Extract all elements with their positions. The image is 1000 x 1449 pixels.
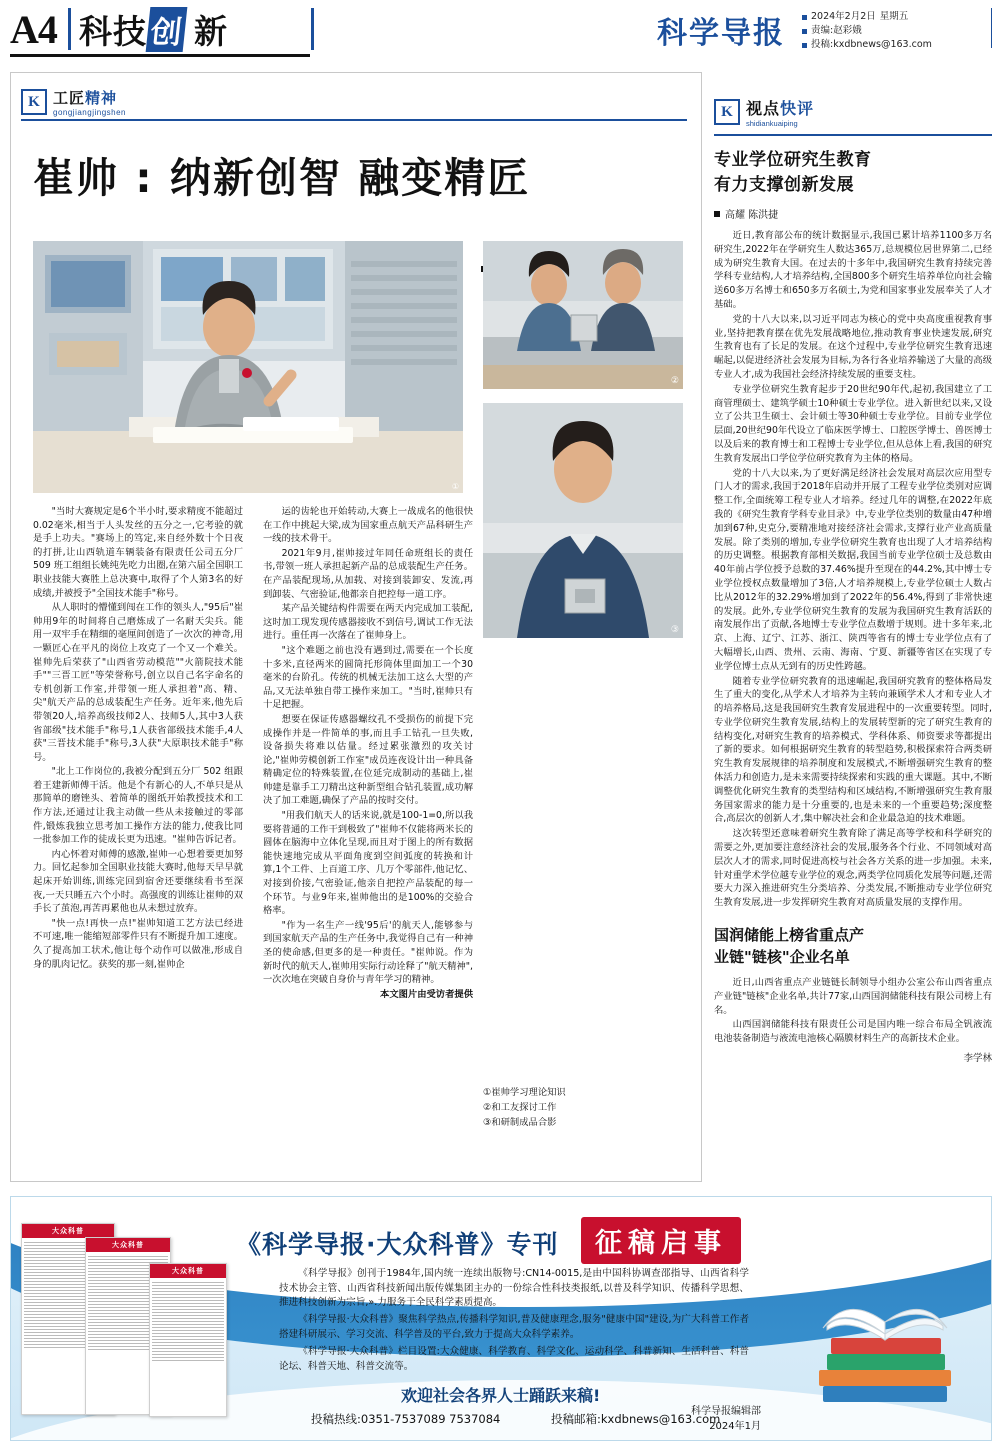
paragraph: "这个难题之前也没有遇到过,需要在一个长度十多米,直径两米的圆筒托形筒体里面加工一个30毫米的台阶孔。传统的机械无法加工这么大型的产品,又无法单独自带工操作来加工。"当时,崔帅只有十足把握。 — [263, 644, 473, 711]
right-column — [714, 96, 992, 1064]
paragraph: 随着专业学位研究教育的迅速崛起,我国研究教育的整体格局发生了重大的变化,从学术人才培养为主转向兼顾学术人才和专业人才的培养格局,这是我国研究生教育发展进程中的一次重要转型。同时,专业学位研究生教育发展,结构上的发展转型新的完了研究生教育的结构变化,对研究生教育的培养模式、学科体系、师资要求等都提出了新的要求。如何根据研究生教育的转型趋势,积极探索符合两类研究生教育发展规律的培养制度和发展模式,不断增强研究生教育的整体活力和创造力,是未来需要持续探索和实践的重大课题。其中,不断调整优化研究生教育的类型结构和区域结构,不断增强研究生教育服务国家需求的能力是十分重要的,也是未来的一个重要趋势;深度整合,高层次的创新人才,集中解决社会和企业最急迫的技术难题。 — [714, 675, 992, 825]
photo-caption-2: ②和工友探讨工作 — [483, 1102, 557, 1113]
newspaper-thumb-title: 大众科普 — [22, 1224, 114, 1238]
bullet-square-icon — [714, 211, 720, 217]
paragraph: 某产品关键结构件需要在两天内完成加工装配,这时加工现发现传感器接收不到信号,调试工作无法进行。重任再一次落在了崔帅身上。 — [263, 603, 473, 642]
right-article-title — [714, 148, 992, 198]
paragraph: 党的十八大以来,以习近平同志为核心的党中央高度重视教育事业,坚持把教育摆在优先发展战略地位,推动教育事业快速发展,研究生教育也有了长足的发展。在这个过程中,专业学位研究生教育迅速崛起,以促进经济社会发展为目标,为各行各业培养输送了大量的高级专业人才,成为我国社会经济持续发展的重要支柱。 — [714, 313, 992, 380]
paragraph: 想要在保证传感器螺纹孔不受损伤的前提下完成操作并是一件简单的事,而且手工钻孔一旦失败,设备损失将难以估量。经过累张激烈的攻关讨论,"崔帅劳模创新工作室"成员连夜设计出一种具备精确定位的特殊装置,在位延完成制动的基础上,崔帅建是靠手工刀精出这种新型组合钻孔装置,成功解决了加工难题,确保了产品的按时交付。 — [263, 713, 473, 807]
viewpoint-title-part2: 快评 — [780, 99, 815, 118]
paragraph: "当时大赛规定是6个半小时,要求精度不能超过0.02毫米,相当于人头发丝的五分之一,它考验的就是手上功夫。"赛场上的笃定,来自经外数十个日夜的打拼,让山西轨道车辆装备有限责任公司五分厂 509 班工组组长姚纯先吃力出圈,在第六届全国职工职业技能大赛胜上总决赛中,取得了个人第3名的好成绩,并被授予"全国技术能手"称号。 — [33, 506, 243, 599]
craftsman-column-title-part1: 工匠 — [53, 89, 86, 107]
viewpoint-column-pinyin: shidiankuaiping — [746, 119, 798, 128]
photo-2-graphic — [483, 241, 683, 389]
craftsman-column-header — [21, 87, 126, 117]
newspaper-thumb-3 — [149, 1263, 227, 1417]
photo-3-number: ③ — [670, 624, 679, 634]
k-logo-icon: K — [21, 89, 47, 115]
paragraph: 从人职时的懵懂到闯在工作的领头人,"95后"崔帅用9年的时间将自己磨炼成了一名耐天尖兵。能用一双牢手在精细的毫厘间创造了一次次的神奇,用一颗匠心在平凡的岗位上攻克了一个又一个难关。崔帅先后荣获了"山西省劳动模范""火箭院技术能手""三晋工匠"等荣誉称号,创立以自己名字命名的专机创新工作室,并带领一班人承担着"高、精、尖"航天产品的总成装配生产任务。近年来,他先后带领20人,培养高级技师2人、技师5人,其中3人获省部级"技术能手"称号,1人获省部级技术能手,4人获"三晋技术能手"称号,3人获"大原职技术能手"称号。 — [33, 602, 243, 763]
paragraph: "用我们航天人的话来说,就是100-1=0,所以我要将普通的工作干到极致了"崔帅不仅能将两米长的圆体在脑海中立体化呈现,而且对于图上的所有数据能快速地完成从平面角度到空间弧度的转换和计算,1个工件、上百道工序、几万个零部件,他记忆、对接到价接,气密验证,他亲自把控产品装配的每一个环节。与业9年来,崔帅他出的是100%的交验合格率。 — [263, 810, 473, 917]
right-article2-body — [714, 976, 992, 1046]
section-title — [68, 8, 314, 50]
ad-signature-line2: 2024年1月 — [709, 1421, 761, 1432]
right-article-title-line2: 有力支撑创新发展 — [714, 175, 854, 195]
ad-hotline: 投稿热线:0351-7537089 7537084 — [311, 1412, 501, 1426]
craftsman-column-title — [53, 87, 126, 108]
craftsman-column-title-part2: 精神 — [85, 89, 118, 107]
section-title-left: 科技 — [79, 11, 147, 51]
article-photo-2 — [483, 241, 683, 389]
right-article2-sign: 李学林 — [963, 1053, 992, 1065]
viewpoint-column-header — [714, 96, 992, 128]
article-headline: 崔帅 : 纳新创智 融变精匠 — [33, 154, 531, 202]
article-body-column-1 — [33, 505, 243, 1165]
photo-caption-3: ③和研制成品合影 — [483, 1117, 557, 1128]
ad-signature — [691, 1404, 761, 1434]
photo-caption-list — [483, 1085, 683, 1130]
masthead-info — [802, 10, 992, 52]
paragraph: "北上工作岗位的,我被分配到五分厂 502 组跟着王建新师傅干活。他是个有新心的人,不单只是从那简单的磨锉头、着简单的图纸开始教授技术和工作方法,还通过让我主动做一些从未接触过的零部件,锻炼我独立思考加工操作方法的能力,使我比同一批参加工作的徒成长更为迅速。"崔帅告诉记者。 — [33, 766, 243, 846]
article-main-photo — [33, 241, 463, 493]
main-photo-number: ① — [451, 482, 459, 491]
ad-title: 《科学导报·大众科普》专刊 — [236, 1230, 559, 1259]
k-logo-icon: K — [714, 99, 740, 125]
ad-email: 投稿邮箱:kxdbnews@163.com — [551, 1412, 721, 1426]
right-article-author — [714, 206, 992, 221]
paragraph: 山西国润储能科技有限责任公司是国内唯一综合布局全钒液流电池装备制造与液流电池核心隔膜材料生产的高新技术企业。 — [714, 1019, 992, 1045]
photo-3-graphic — [483, 403, 683, 638]
paragraph: 近日,山西省重点产业链链长制领导小组办公室公布山西省重点产业链"链核"企业名单,共计77家,山西国润储能科技有限公司榜上有名。 — [714, 977, 992, 1016]
paragraph: "作为一名生产一线'95后'的航天人,能够参与到国家航天产品的生产任务中,我觉得自己有一种神圣的使命感,但更多的是一种责任。"崔帅说。作为新时代的航天人,崔帅用实际行动诠释了"航天精神",一次次地在突破自身价与青年学习的精神。 — [263, 919, 473, 986]
bullet-square-icon — [802, 43, 807, 48]
section-title-right: 新 — [194, 11, 228, 51]
newspaper-thumb-title: 大众科普 — [150, 1264, 226, 1278]
ad-welcome-line: 欢迎社会各界人士踊跃来稿! — [401, 1386, 601, 1405]
main-photo-graphic — [33, 241, 463, 493]
paragraph: 内心怀着对师傅的感激,崔帅一心想着要更加努力。回忆起参加全国职业技能大赛时,他每天早早就起床开始训练,训练完回到宿舍还要继续看书至深夜,一天只睡五六个小时。高强度的训练让崔帅的双手长了茧泡,再苦再累他也从未想过放弃。 — [33, 848, 243, 915]
bullet-square-icon — [802, 15, 807, 20]
right-article-body — [714, 229, 992, 910]
editor-line: 责编:赵彩娥 — [811, 25, 862, 36]
issue-date: 2024年2月2日 — [811, 11, 876, 22]
newspaper-thumb-lines — [150, 1278, 226, 1365]
ad-paragraph-2: 《科学导报·大众科普》聚焦科学热点,传播科学知识,普及健康理念,服务"健康中国"建设,为广大科普工作者搭建科研展示、学习交流、科学普及的平台,致力于提高大众科学素养。 — [279, 1314, 749, 1340]
right-article2-title-line2: 业链"链核"企业名单 — [714, 948, 850, 967]
photo-credit: 本文图片由受访者提供 — [380, 988, 473, 1000]
paragraph: 运的齿轮也开始转动,大赛上一战成名的他很快在工作中挑起大梁,成为国家重点航天产品科研生产一线的技术骨干。 — [263, 506, 473, 545]
page-number: A4 — [10, 7, 57, 52]
advertisement-block — [10, 1196, 992, 1441]
right-article2-title-line1: 国润储能上榜省重点产 — [714, 926, 865, 945]
paragraph: 2021年9月,崔帅接过年同任命班组长的责任书,带领一班人承担起新产品的总成装配生产任务。在产品装配现场,从加载、对接到装卸安、发流,再到卸装、气密验证,他都亲自把控每一道工序。 — [263, 547, 473, 600]
photo-2-number: ② — [670, 375, 679, 385]
section-title-box: 创 — [146, 7, 188, 52]
article-photo-3 — [483, 403, 683, 638]
right-article-author-text: 高耀 陈洪捷 — [725, 210, 779, 221]
masthead — [0, 0, 1000, 60]
issue-weekday: 星期五 — [879, 11, 909, 22]
viewpoint-column-title — [746, 96, 814, 119]
paragraph: 专业学位研究生教育起步于20世纪90年代,起初,我国建立了工商管理硕士、建筑学硕士10种硕士专业学位。进入新世纪以来,又设立了公共卫生硕士、会计硕士等30种硕士专业学位。目前专业学位层面,20世纪90年代设立了临床医学博士、口腔医学博士、兽医博士以及后来的教育博士和工程博士专业学位,但从总体上看,我国的研究生教育发展出口学位学位研究教育为主体的格局。 — [714, 383, 992, 464]
bullet-square-icon — [802, 29, 807, 34]
masthead-divider — [10, 54, 310, 57]
paragraph: 党的十八大以来,为了更好满足经济社会发展对高层次应用型专门人才的需求,我国于2018年启动并开展了工程专业学位类别对应调整工作,全面统筹工程专业人才培养。经过几年的调整,在2022年底我的《研究生教育学科专业目录》中,专业学位类别的数量由47种增加到67种,史克分,要精准地对接经济社会需求,支撑行业产业高质量发展。除了类别的增加,专业学位研究生教育也出现了人才培养结构的历史调整。根据教育部相关数据,我国当前专业学位硕士及总数由40年前占学位授予总数的37.46%提升至现在的44.2%,其中博士专业学位授权点数量增加了3倍,人才培养规模上,专业学位硕士人数占比从2012年的32.29%增加到了2022年的56.4%,得到了非常快速的发展。此外,专业学位研究生教育的发展为我国研究生教育活跃的南发展作出了贡献,各地博士专业学位点数增于规则。进十多年来,北京、上海、辽宁、江苏、浙江、陕西等省有的博士专业学位点有了大幅增长,山西、贵州、云南、海南、宁夏、新疆等省区在实现了专业学位博士点从无到有的历史性跨越。 — [714, 467, 992, 672]
newspaper-thumb-title: 大众科普 — [86, 1238, 170, 1252]
right-article-title-line1: 专业学位研究生教育 — [714, 150, 872, 170]
paragraph: 近日,教育部公布的统计数据显示,我国已累计培养1100多万名研究生,2022年在学研究生人数达365万,总规模位居世界第二,已经成为研究生教育大国。在过去的十多年中,我国研究生教育持续完善学科专业结构,人才培养结构,全国800多个研究生培养单位向社会输送60多万名博士和650多万名硕士,为党和国家事业发展奉关了人才基础。 — [714, 230, 992, 310]
ad-stamp: 征稿启事 — [581, 1217, 741, 1264]
craftsman-column-pinyin: gongjiangjingshen — [53, 108, 126, 117]
paper-name: 科学导报 — [657, 17, 785, 50]
right-article2-title — [714, 924, 992, 968]
viewpoint-column-rule — [714, 134, 992, 136]
viewpoint-title-part1: 视点 — [746, 99, 781, 118]
article-body-column-2 — [263, 505, 473, 1165]
submission-email: 投稿:kxdbnews@163.com — [811, 39, 932, 50]
paragraph: "快一点!再快一点!"崔帅知道工艺方法已经进不可速,唯一能缩短部零件只有不断提升加工速度。久了提高加工状术,他让每个动作可以做准,形成自身的肌肉记忆。获奖的那一刻,崔帅企 — [33, 917, 243, 970]
paragraph: 这次转型还意味着研究生教育除了满足高等学校和科学研究的需要之外,更加要注意经济社会的发展,服务各个行业、不同领域对高层次人才的需求,同时促进高校与社会各方关系的进一步加强。未来,针对重学术学位越专业学位的观念,两类学位同质化发展等问题,还需要大力深入推进研究生分类培养、分类发展,不断推动专业学位研究生教育发展,进一步发挥研究生教育对高质量发展的支撑作用。 — [714, 828, 992, 909]
ad-paragraph-3: 《科学导报·大众科普》栏目设置:大众健康、科学教育、科学文化、运动科学、科普新知、生活科普、科普论坛、科普天地、科普交流等。 — [279, 1346, 749, 1372]
books-illustration — [789, 1274, 979, 1414]
photo-caption-1: ①崔帅学习理论知识 — [483, 1087, 566, 1098]
ad-paragraph-1: 《科学导报》创刊于1984年,国内统一连续出版物号:CN14-0015,是由中国科协调查邵指导、山西省科学技术协会主管、山西省科技新闻出版传媒集团主办的一份综合性科技类报纸,以普及科学知识、传播科学思想、推进科技创新为宗旨,».力服务于全民科学素质提高。 — [279, 1268, 749, 1308]
article-body — [33, 505, 473, 1165]
craftsman-column-rule — [21, 119, 687, 121]
ad-signature-line1: 科学导报编辑部 — [691, 1406, 761, 1417]
main-article-block — [10, 72, 702, 1182]
